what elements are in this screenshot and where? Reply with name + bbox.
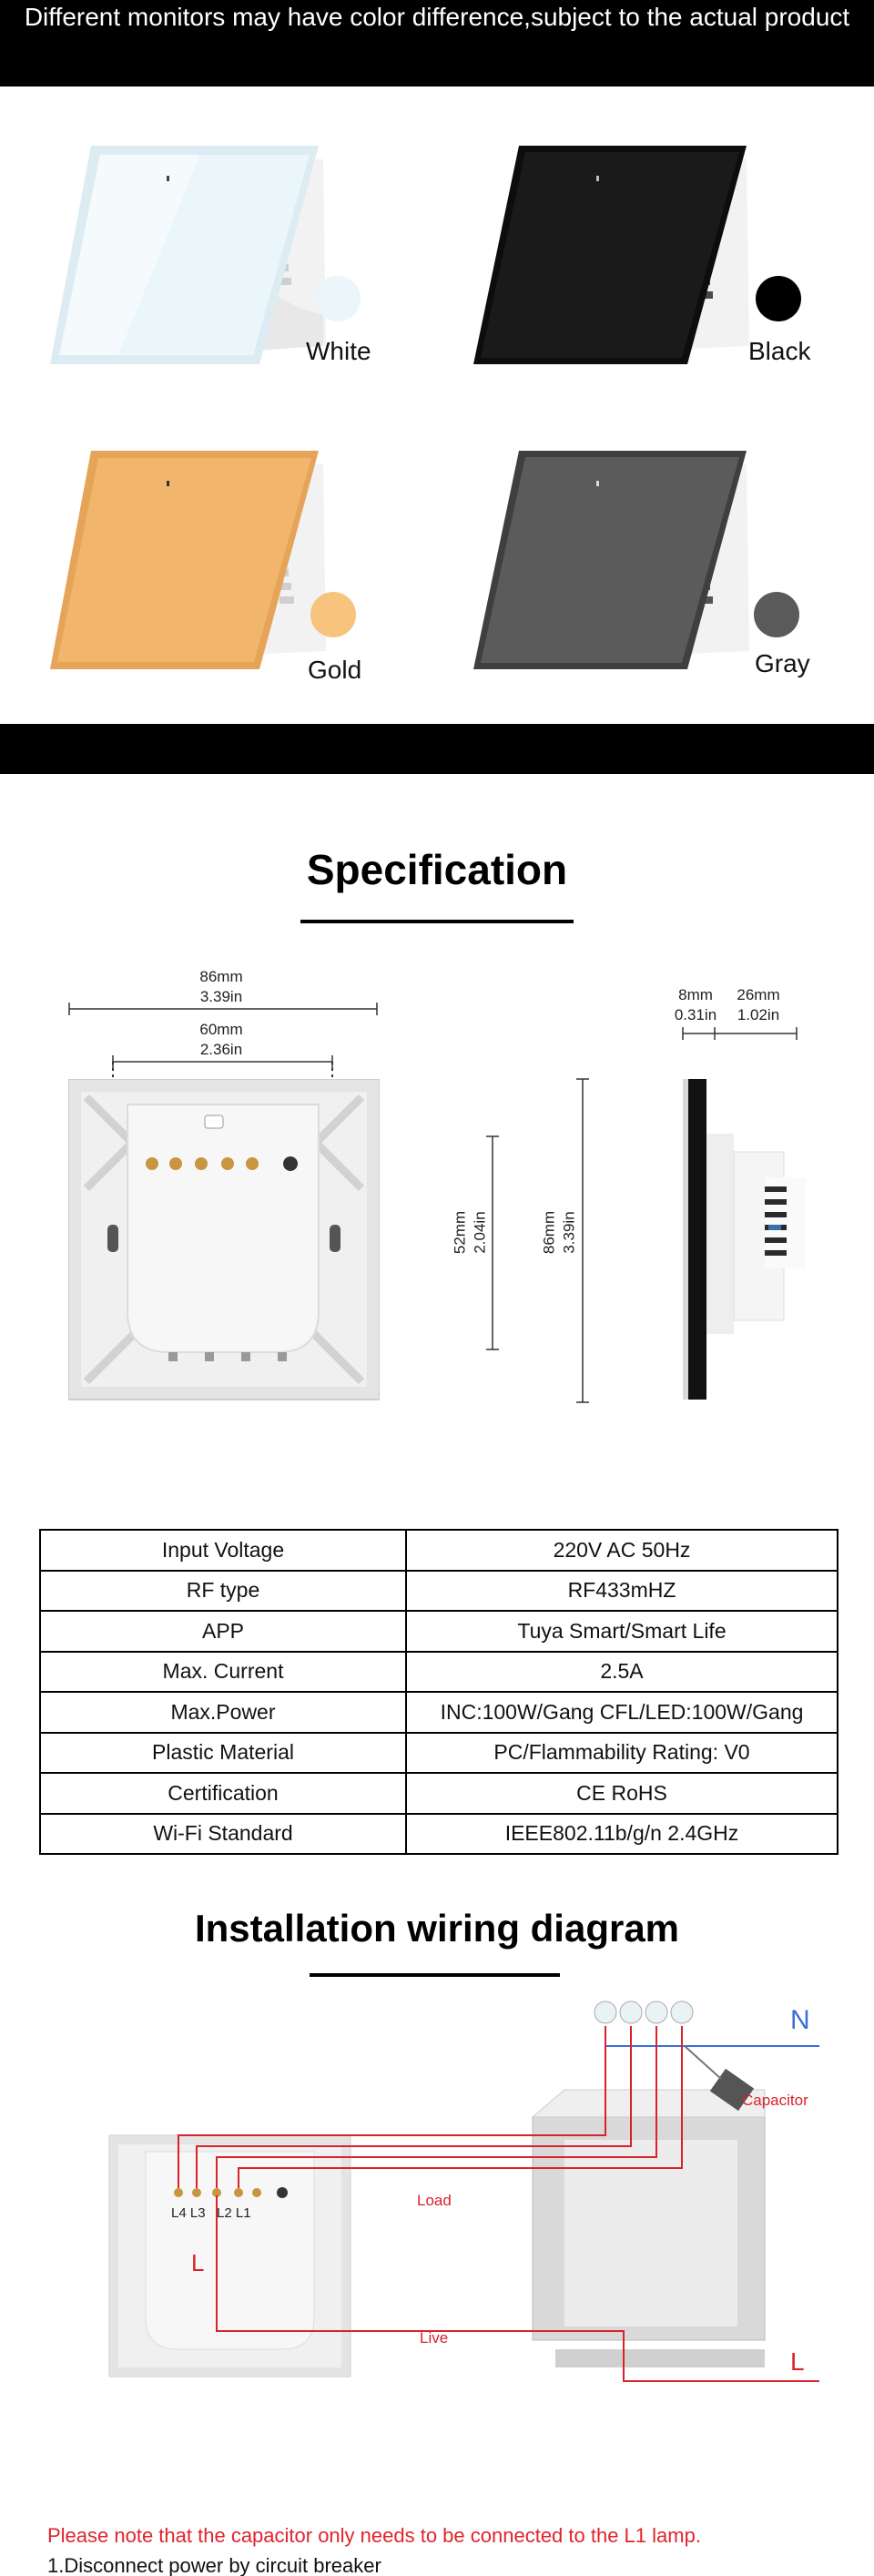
top-banner bbox=[0, 0, 874, 87]
specification-title: Specification bbox=[306, 846, 568, 893]
load-label: Load bbox=[417, 2192, 452, 2209]
front-width-in: 3.39in bbox=[199, 988, 243, 1005]
wiring-title: Installation wiring diagram bbox=[194, 1907, 680, 1950]
spec-value: IEEE802.11b/g/n 2.4GHz bbox=[406, 1814, 838, 1855]
switch-back-view bbox=[68, 1079, 380, 1402]
divider-bar bbox=[0, 724, 874, 774]
switch-black-image bbox=[469, 141, 760, 373]
spec-label: APP bbox=[40, 1611, 406, 1652]
spec-label: Certification bbox=[40, 1773, 406, 1814]
l-right-label: L bbox=[790, 2347, 805, 2376]
white-color-label: White bbox=[306, 337, 371, 365]
capacitor-note: Please note that the capacitor only needs to be connected to the L1 lamp. bbox=[47, 2524, 701, 2547]
spec-label: Max.Power bbox=[40, 1692, 406, 1733]
side-depth-in: 1.02in bbox=[737, 1006, 780, 1023]
black-color-label: Black bbox=[748, 337, 811, 365]
table-row bbox=[40, 1571, 838, 1612]
spec-table bbox=[39, 1529, 838, 1855]
wiring-diagram bbox=[100, 1990, 828, 2408]
wiring-underline bbox=[310, 1973, 560, 1977]
installation-step-1: 1.Disconnect power by circuit breaker bbox=[47, 2554, 381, 2576]
l-left-label: L bbox=[191, 2249, 205, 2276]
spec-label: Wi-Fi Standard bbox=[40, 1814, 406, 1855]
spec-value: PC/Flammability Rating: V0 bbox=[406, 1733, 838, 1774]
switch-gold-image bbox=[46, 446, 337, 678]
gray-color-label: Gray bbox=[755, 649, 810, 677]
spec-label: Max. Current bbox=[40, 1652, 406, 1693]
live-label: Live bbox=[420, 2329, 449, 2347]
table-row bbox=[40, 1652, 838, 1693]
switch-gray-image bbox=[469, 446, 760, 678]
table-row bbox=[40, 1530, 838, 1571]
spec-value: 2.5A bbox=[406, 1652, 838, 1693]
front-inner-width-mm: 60mm bbox=[199, 1021, 243, 1038]
spec-value: 220V AC 50Hz bbox=[406, 1530, 838, 1571]
table-row bbox=[40, 1611, 838, 1652]
switch-side-view bbox=[674, 1024, 810, 1407]
spec-value: INC:100W/Gang CFL/LED:100W/Gang bbox=[406, 1692, 838, 1733]
table-row bbox=[40, 1692, 838, 1733]
gold-color-label: Gold bbox=[308, 656, 362, 684]
black-color-swatch bbox=[756, 276, 801, 321]
spec-value: RF433mHZ bbox=[406, 1571, 838, 1612]
front-height-mm: 86mm bbox=[540, 1210, 558, 1255]
neutral-label: N bbox=[790, 2005, 810, 2035]
banner-text: Different monitors may have color difference,subject to the actual product bbox=[24, 3, 850, 31]
capacitor-label: Capacitor bbox=[742, 2092, 808, 2109]
spec-value: CE RoHS bbox=[406, 1773, 838, 1814]
front-inner-height-mm: 52mm bbox=[451, 1210, 469, 1255]
spec-label: Plastic Material bbox=[40, 1733, 406, 1774]
table-row bbox=[40, 1814, 838, 1855]
white-color-swatch bbox=[315, 276, 361, 321]
table-row bbox=[40, 1773, 838, 1814]
spec-label: Input Voltage bbox=[40, 1530, 406, 1571]
spec-value: Tuya Smart/Smart Life bbox=[406, 1611, 838, 1652]
spec-label: RF type bbox=[40, 1571, 406, 1612]
table-row bbox=[40, 1733, 838, 1774]
side-glass-mm: 8mm bbox=[678, 986, 713, 1003]
front-inner-width-in: 2.36in bbox=[199, 1041, 243, 1058]
front-height-in: 3.39in bbox=[560, 1211, 578, 1254]
switch-white-image bbox=[46, 141, 337, 373]
terminal-labels: L4 L3 L2 L1 bbox=[171, 2205, 251, 2221]
gray-color-swatch bbox=[754, 592, 799, 637]
gold-color-swatch bbox=[310, 592, 356, 637]
front-inner-height-in: 2.04in bbox=[471, 1211, 489, 1254]
front-width-mm: 86mm bbox=[199, 968, 243, 985]
side-glass-in: 0.31in bbox=[674, 1006, 717, 1023]
specification-underline bbox=[300, 920, 574, 923]
side-depth-mm: 26mm bbox=[737, 986, 780, 1003]
